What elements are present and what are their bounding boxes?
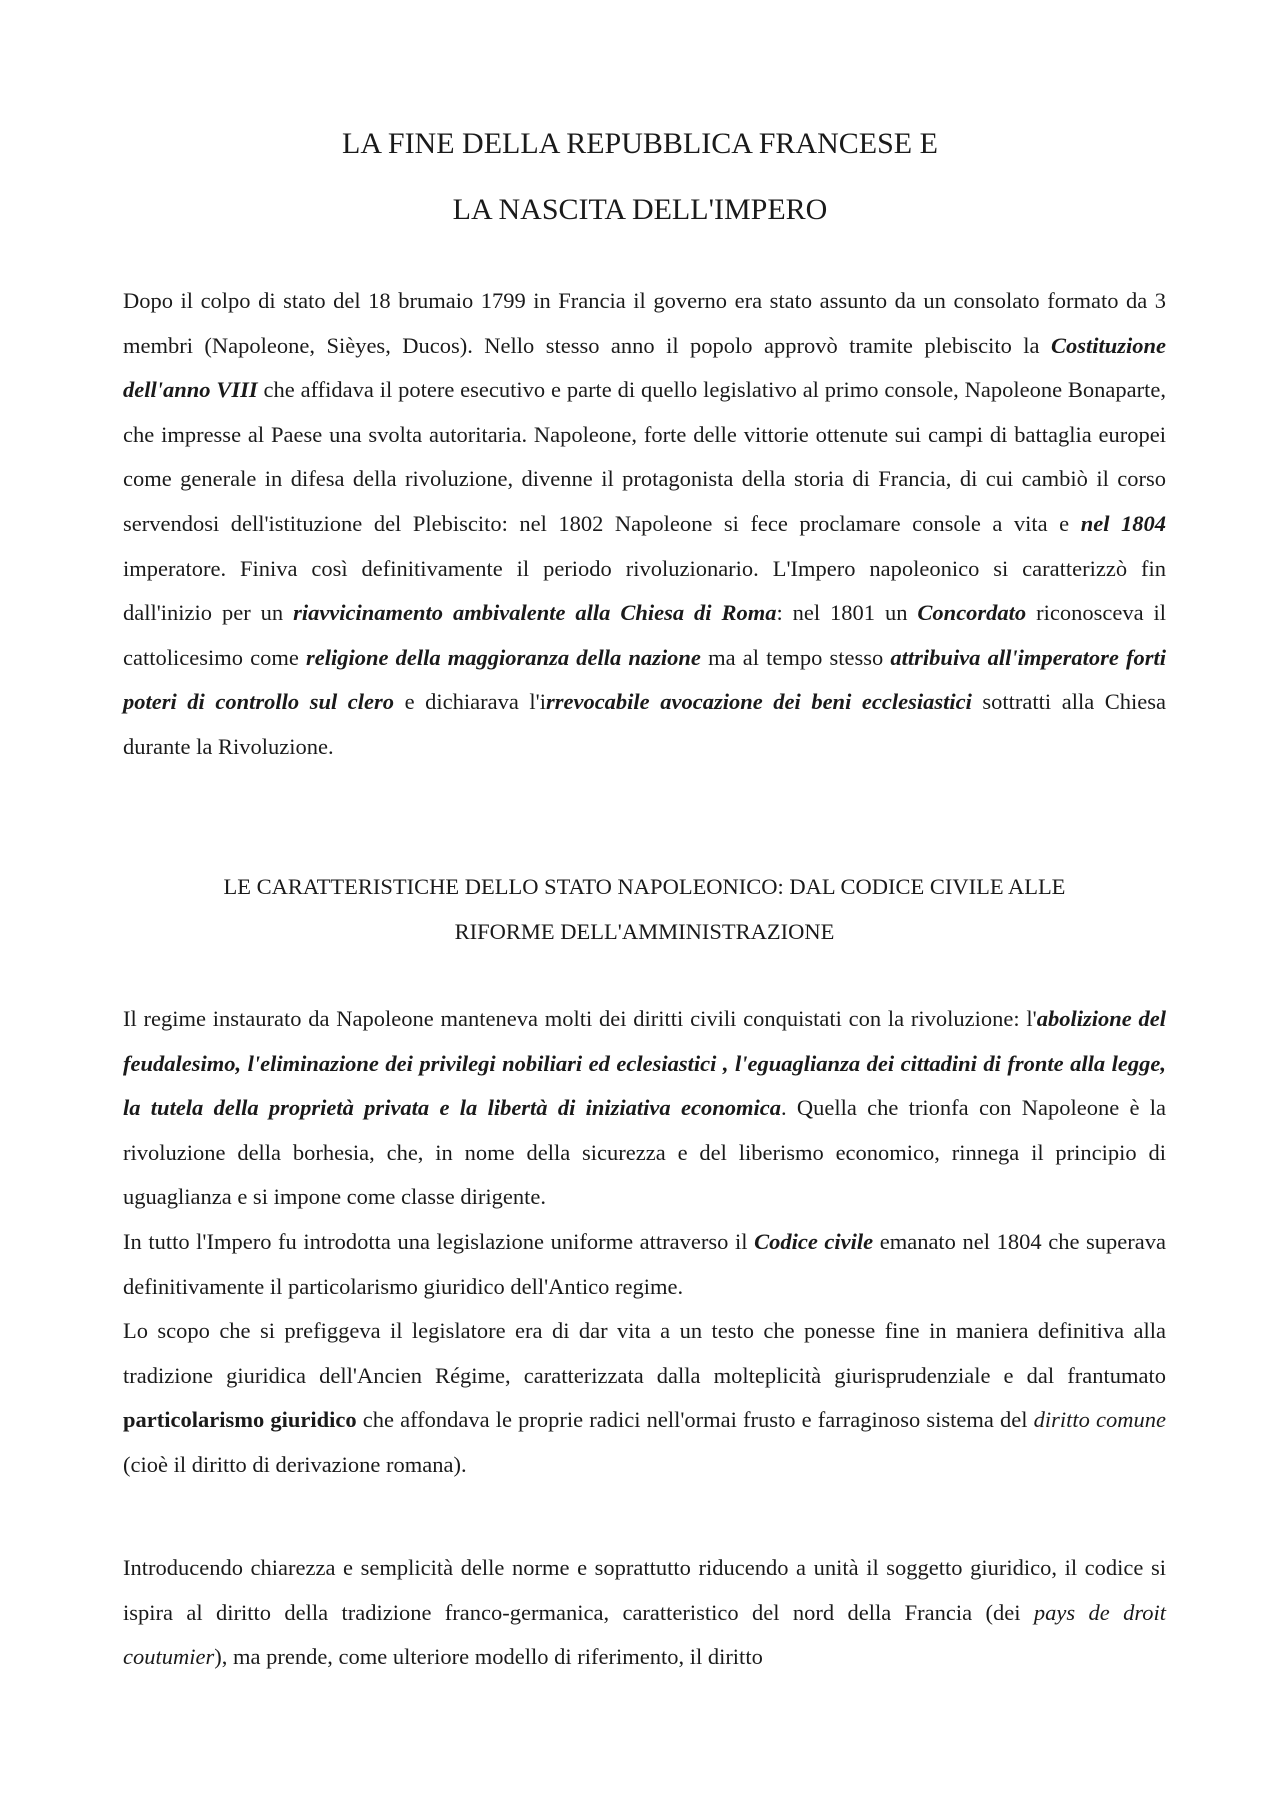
emphasis: diritto comune bbox=[1033, 1407, 1166, 1433]
emphasis: nel 1804 bbox=[1080, 510, 1166, 536]
emphasis: abolizione del feudalesimo, l'eliminazione dei privilegi nobiliari ed eclesiastici , l'eguaglianza dei cittadini di fronte alla legge, la tutela della proprietà privata e la libertà di iniziativa economica bbox=[123, 1006, 1166, 1121]
emphasis: riavvicinamento ambivalente alla Chiesa di Roma bbox=[293, 600, 777, 626]
emphasis: religione della maggioranza della nazione bbox=[306, 644, 701, 670]
text-span: ma al tempo stesso bbox=[700, 644, 891, 670]
text-span: In tutto l'Impero fu introdotta una legislazione uniforme attraverso il bbox=[123, 1228, 755, 1254]
subtitle-line-1: LE CARATTERISTICHE DELLO STATO NAPOLEONICO: DAL CODICE CIVILE ALLE bbox=[223, 874, 1066, 899]
text-span: sottratti alla Chiesa durante la Rivoluzione. bbox=[123, 689, 1166, 759]
title-line-1: LA FINE DELLA REPUBBLICA FRANCESE E bbox=[342, 127, 938, 160]
section-subtitle bbox=[123, 865, 1166, 954]
text-span: Dopo il colpo di stato del 18 brumaio 1799 in Francia il governo era stato assunto da un consolato formato da 3 membri (Napoleone, Sièyes, Ducos). Nello stesso anno il popolo approvò tramite plebiscito la bbox=[123, 288, 1166, 358]
text-span: che affidava il potere esecutivo e parte di quello legislativo al primo console, Napoleone Bonaparte, che impresse al Paese una svolta autoritaria. Napoleone, forte delle vittorie ottenute sui campi di battaglia europei come generale in difesa della rivoluzione, divenne il protagonista della storia di Francia, di cui cambiò il corso servendosi dell'istituzione del Plebiscito: nel 1802 Napoleone si fece proclamare console a vita e bbox=[123, 377, 1167, 536]
text-span: (cioè il diritto di derivazione romana). bbox=[123, 1451, 467, 1477]
subtitle-line-2: RIFORME DELL'AMMINISTRAZIONE bbox=[454, 918, 835, 944]
paragraph-2 bbox=[123, 997, 1166, 1220]
paragraph-4 bbox=[123, 1309, 1166, 1487]
emphasis: Codice civile bbox=[754, 1228, 874, 1254]
text-span: : nel 1801 un bbox=[776, 600, 918, 626]
text-span: imperatore. Finiva così definitivamente il periodo rivoluzionario. L'Impero napoleonico si caratterizzò fin dall'inizio per un bbox=[123, 555, 1166, 626]
title-line-2: LA NASCITA DELL'IMPERO bbox=[452, 193, 828, 226]
text-span: che affondava le proprie radici nell'ormai frusto e farraginoso sistema del bbox=[356, 1407, 1034, 1433]
emphasis: rrevocabile avocazione dei beni ecclesiastici bbox=[545, 689, 972, 715]
paragraph-5 bbox=[123, 1546, 1166, 1680]
text-span: ), ma prende, come ulteriore modello di riferimento, il diritto bbox=[214, 1644, 763, 1670]
text-span: riconosceva il cattolicesimo come bbox=[123, 600, 1166, 670]
document-title bbox=[0, 122, 1280, 232]
text-span: emanato nel 1804 che superava definitivamente il particolarismo giuridico dell'Antico regime. bbox=[123, 1228, 1166, 1299]
emphasis: Costituzione dell'anno VIII bbox=[123, 332, 1166, 403]
text-span: . Quella che trionfa con Napoleone è la rivoluzione della borhesia, che, in nome della sicurezza e del liberismo economico, rinnega il principio di uguaglianza e si impone come classe dirigente. bbox=[123, 1095, 1167, 1210]
emphasis: particolarismo giuridico bbox=[123, 1407, 357, 1433]
text-span: Lo scopo che si prefiggeva il legislatore era di dar vita a un testo che ponesse fine in maniera definitiva alla tradizione giuridica dell'Ancien Régime, caratterizzata dalla molteplicità giurisprudenziale e dal frantumato bbox=[123, 1318, 1166, 1388]
emphasis: attribuiva all'imperatore forti poteri di controllo sul clero bbox=[123, 644, 1166, 715]
emphasis: pays de droit coutumier bbox=[123, 1599, 1166, 1670]
text-span: e dichiarava l'i bbox=[394, 689, 546, 715]
text-span: Il regime instaurato da Napoleone manteneva molti dei diritti civili conquistati con la rivoluzione: l' bbox=[123, 1006, 1037, 1031]
text-span: Introducendo chiarezza e semplicità delle norme e soprattutto riducendo a unità il soggetto giuridico, il codice si ispira al diritto della tradizione franco-germanica, caratteristico del nord della Francia (dei bbox=[123, 1555, 1166, 1625]
section-body bbox=[123, 997, 1166, 1488]
paragraph-1 bbox=[123, 279, 1166, 770]
paragraph-3 bbox=[123, 1220, 1166, 1309]
emphasis: Concordato bbox=[917, 600, 1027, 626]
